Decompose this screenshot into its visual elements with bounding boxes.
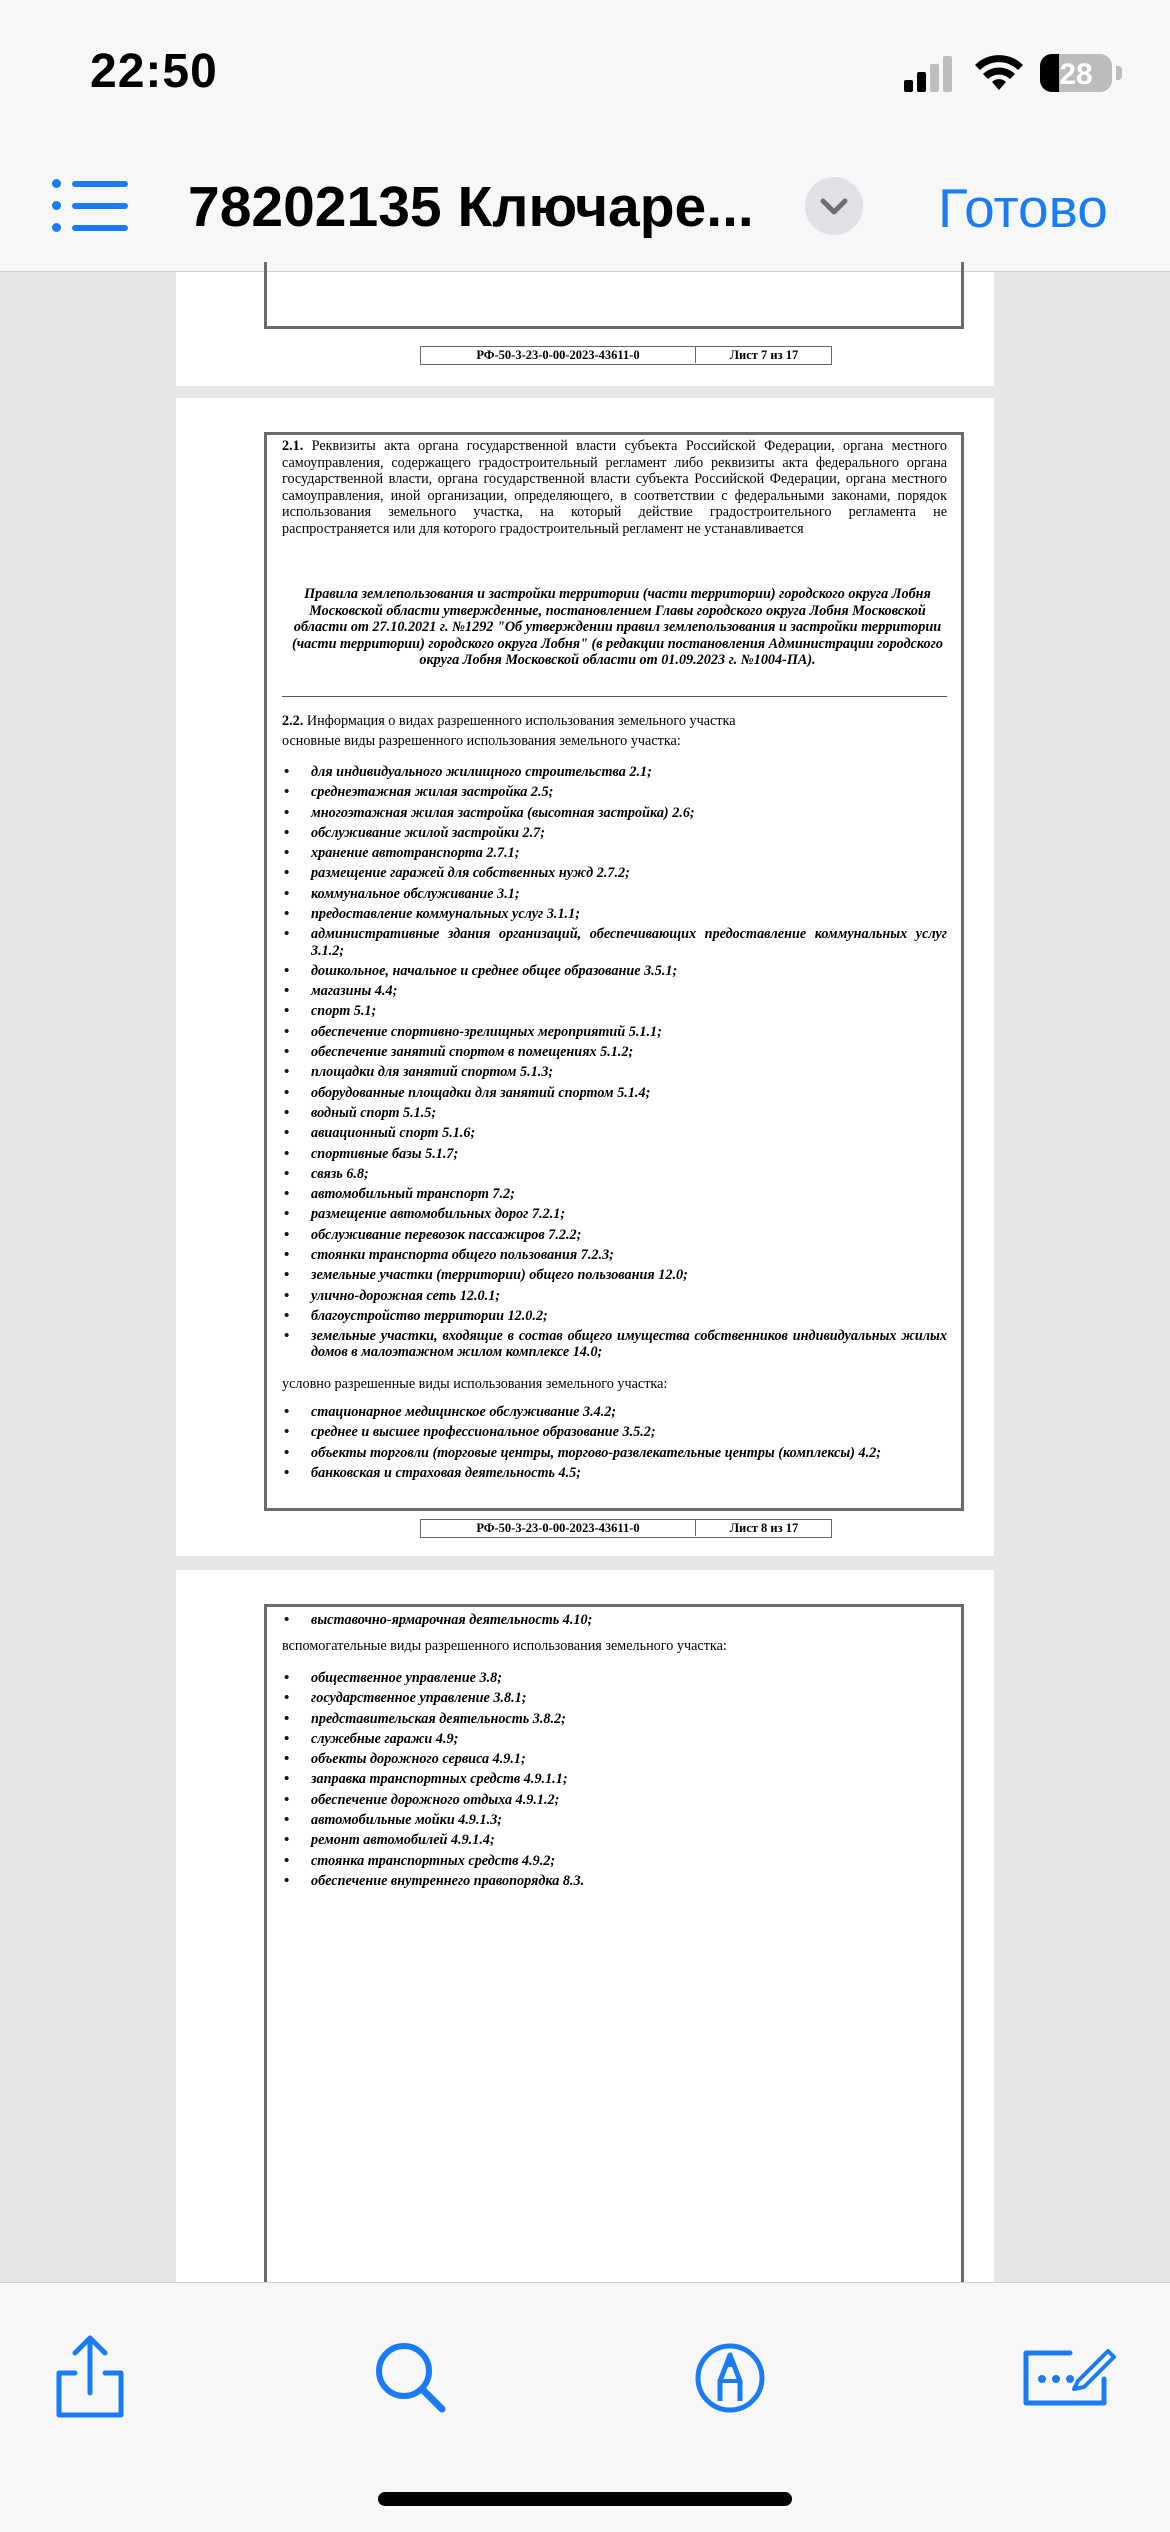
list-item: • банковская и страховая деятельность 4.5; xyxy=(282,1465,947,1481)
annotate-button[interactable] xyxy=(1010,2323,1120,2433)
main-uses-list xyxy=(282,764,947,1365)
list-item: • объекты торговли (торговые центры, торгово-развлекательные центры (комплексы) 4.2; xyxy=(282,1445,947,1461)
list-item: • обеспечение спортивно-зрелищных мероприятий 5.1.1; xyxy=(282,1024,947,1040)
list-item: • обслуживание перевозок пассажиров 7.2.2; xyxy=(282,1227,947,1243)
markup-button[interactable] xyxy=(675,2323,785,2433)
list-item: • среднеэтажная жилая застройка 2.5; xyxy=(282,784,947,800)
cellular-signal-icon xyxy=(904,56,952,92)
list-item: • размещение гаражей для собственных нужд 2.7.2; xyxy=(282,865,947,881)
section-2-1-text: Реквизиты акта органа государственной власти субъекта Российской Федерации, органа местного самоуправления, содержащего градостроительный регламент либо реквизиты акта федерального органа государственной власти, органа государственной власти субъекта Российской Федерации, органа местного самоуправления, иной организации, определяющего, в соответствии с федеральными законами, порядок использования земельного участка, на который действие градостроительного регламента не распространяется или для которого градостроительный регламент не устанавливается xyxy=(282,438,947,537)
main-uses-heading: основные виды разрешенного использования земельного участка: xyxy=(282,733,681,749)
list-item: • оборудованные площадки для занятий спортом 5.1.4; xyxy=(282,1085,947,1101)
list-item: • улично-дорожная сеть 12.0.1; xyxy=(282,1288,947,1304)
list-item: • общественное управление 3.8; xyxy=(282,1670,947,1686)
document-page-9 xyxy=(176,1570,994,2290)
footer-sheet: Лист 8 из 17 xyxy=(729,1521,799,1535)
footer-code: РФ-50-3-23-0-00-2023-43611-0 xyxy=(421,347,696,363)
list-item: • спортивные базы 5.1.7; xyxy=(282,1146,947,1162)
list-item: • водный спорт 5.1.5; xyxy=(282,1105,947,1121)
wifi-icon xyxy=(974,52,1024,92)
document-page-8 xyxy=(176,398,994,1556)
list-item: • среднее и высшее профессиональное образование 3.5.2; xyxy=(282,1424,947,1440)
list-item: • коммунальное обслуживание 3.1; xyxy=(282,886,947,902)
outline-list-button[interactable] xyxy=(52,176,132,236)
list-item: • стоянка транспортных средств 4.9.2; xyxy=(282,1853,947,1869)
list-item: • для индивидуального жилищного строительства 2.1; xyxy=(282,764,947,780)
list-item: • автомобильные мойки 4.9.1.3; xyxy=(282,1812,947,1828)
list-item: • выставочно-ярмарочная деятельность 4.10; xyxy=(282,1612,947,1628)
document-title[interactable]: 78202135 Ключаре... xyxy=(188,175,754,239)
list-item: • земельные участки (территории) общего пользования 12.0; xyxy=(282,1267,947,1283)
list-item: • административные здания организаций, обеспечивающих предоставление коммунальных услуг 3.1.2; xyxy=(282,926,947,958)
auxiliary-uses-list xyxy=(282,1670,947,1893)
list-item: • стационарное медицинское обслуживание 3.4.2; xyxy=(282,1404,947,1420)
title-menu-button[interactable] xyxy=(805,177,863,235)
list-item: • служебные гаражи 4.9; xyxy=(282,1731,947,1747)
page-footer xyxy=(420,1519,832,1538)
list-item: • благоустройство территории 12.0.2; xyxy=(282,1308,947,1324)
list-item: • спорт 5.1; xyxy=(282,1003,947,1019)
list-item: • ремонт автомобилей 4.9.1.4; xyxy=(282,1832,947,1848)
home-indicator[interactable] xyxy=(378,2492,792,2506)
nav-bar xyxy=(0,130,1170,272)
page-frame xyxy=(264,262,964,329)
share-button[interactable] xyxy=(35,2323,145,2433)
footer-sheet: Лист 7 из 17 xyxy=(729,348,799,362)
section-2-2 xyxy=(282,713,947,730)
list-item: • площадки для занятий спортом 5.1.3; xyxy=(282,1064,947,1080)
section-2-1-number: 2.1. xyxy=(282,438,304,454)
list-item: • обслуживание жилой застройки 2.7; xyxy=(282,825,947,841)
page-footer xyxy=(420,346,832,365)
list-item: • обеспечение занятий спортом в помещениях 5.1.2; xyxy=(282,1044,947,1060)
share-icon xyxy=(35,2323,145,2433)
search-icon xyxy=(356,2323,466,2433)
list-item: • авиационный спорт 5.1.6; xyxy=(282,1125,947,1141)
list-item: • магазины 4.4; xyxy=(282,983,947,999)
list-item: • предоставление коммунальных услуг 3.1.1; xyxy=(282,906,947,922)
section-2-1 xyxy=(282,438,947,537)
conditional-uses-heading: условно разрешенные виды использования земельного участка: xyxy=(282,1376,668,1392)
done-button[interactable]: Готово xyxy=(938,177,1108,239)
divider xyxy=(282,696,947,697)
section-2-2-number: 2.2. xyxy=(282,713,304,729)
list-item: • дошкольное, начальное и среднее общее образование 3.5.1; xyxy=(282,963,947,979)
list-item: • земельные участки, входящие в состав общего имущества собственников индивидуальных жилых домов в малоэтажном жилом комплексе 14.0; xyxy=(282,1328,947,1360)
markup-icon xyxy=(675,2323,785,2433)
annotate-icon xyxy=(1010,2323,1120,2433)
list-item: • государственное управление 3.8.1; xyxy=(282,1690,947,1706)
list-item: • представительская деятельность 3.8.2; xyxy=(282,1711,947,1727)
battery-level: 28 xyxy=(1059,58,1093,91)
list-item: • заправка транспортных средств 4.9.1.1; xyxy=(282,1771,947,1787)
list-item: • размещение автомобильных дорог 7.2.1; xyxy=(282,1206,947,1222)
list-item: • объекты дорожного сервиса 4.9.1; xyxy=(282,1751,947,1767)
chevron-down-icon xyxy=(805,177,863,235)
list-item: • связь 6.8; xyxy=(282,1166,947,1182)
rules-reference: Правила землепользования и застройки территории (части территории) городского округа Лобня Московской области утвержденные, постановлением Главы городского округа Лобня Московской области от 27.10.2021 г. №1292 "Об утверждении правил землепользования и застройки территории (части территории) городского округа Лобня" (в редакции постановления Администрации городского округа Лобня Московской области от 01.09.2023 г. №1004-ПА). xyxy=(292,586,943,669)
auxiliary-uses-heading: вспомогательные виды разрешенного использования земельного участка: xyxy=(282,1638,727,1654)
footer-code: РФ-50-3-23-0-00-2023-43611-0 xyxy=(421,1520,696,1536)
list-item: • обеспечение дорожного отдыха 4.9.1.2; xyxy=(282,1792,947,1808)
document-page-7 xyxy=(176,272,994,386)
status-bar xyxy=(0,0,1170,130)
battery-icon xyxy=(1040,54,1112,92)
continued-uses-list xyxy=(282,1612,947,1632)
list-item: • стоянки транспорта общего пользования 7.2.3; xyxy=(282,1247,947,1263)
status-time: 22:50 xyxy=(90,45,218,98)
list-item: • автомобильный транспорт 7.2; xyxy=(282,1186,947,1202)
list-item: • хранение автотранспорта 2.7.1; xyxy=(282,845,947,861)
list-item: • обеспечение внутреннего правопорядка 8.3. xyxy=(282,1873,947,1889)
search-button[interactable] xyxy=(356,2323,466,2433)
conditional-uses-list xyxy=(282,1404,947,1485)
section-2-2-text: Информация о видах разрешенного использования земельного участка xyxy=(303,713,736,729)
list-item: • многоэтажная жилая застройка (высотная застройка) 2.6; xyxy=(282,805,947,821)
